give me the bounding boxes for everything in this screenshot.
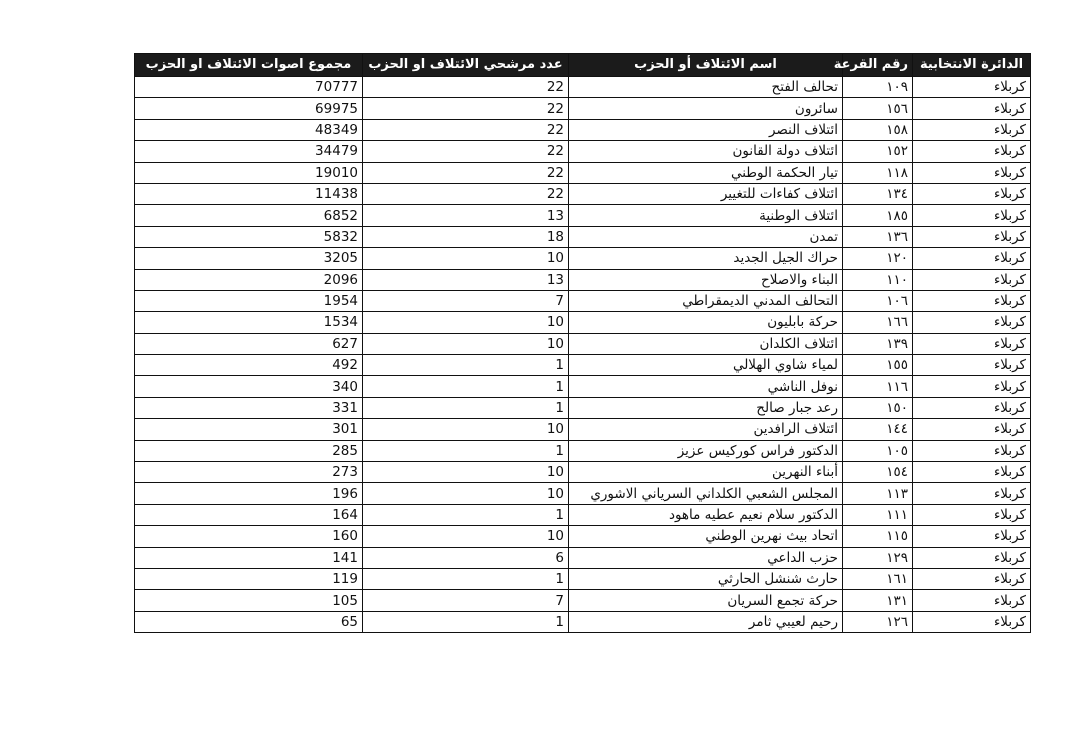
header-district: الدائرة الانتخابية xyxy=(913,54,1031,77)
district-cell: كربلاء xyxy=(913,547,1031,568)
coalition-name-cell: ائتلاف كفاءات للتغيير xyxy=(569,183,843,204)
votes-total-cell: 19010 xyxy=(135,162,363,183)
coalition-name-cell: ائتلاف دولة القانون xyxy=(569,141,843,162)
candidates-count-cell: 22 xyxy=(363,98,569,119)
coalition-name-cell: ائتلاف الكلدان xyxy=(569,333,843,354)
district-cell: كربلاء xyxy=(913,355,1031,376)
candidates-count-cell: 13 xyxy=(363,269,569,290)
district-cell: كربلاء xyxy=(913,397,1031,418)
district-cell: كربلاء xyxy=(913,269,1031,290)
district-cell: كربلاء xyxy=(913,440,1031,461)
votes-total-cell: 70777 xyxy=(135,77,363,98)
votes-total-cell: 105 xyxy=(135,590,363,611)
candidates-count-cell: 10 xyxy=(363,526,569,547)
table-row xyxy=(135,290,1031,311)
candidates-count-cell: 6 xyxy=(363,547,569,568)
lottery-number-cell: ١٥٨ xyxy=(843,119,913,140)
lottery-number-cell: ١١٣ xyxy=(843,483,913,504)
coalition-name-cell: التحالف المدني الديمقراطي xyxy=(569,290,843,311)
lottery-number-cell: ١٣١ xyxy=(843,590,913,611)
district-cell: كربلاء xyxy=(913,568,1031,589)
votes-total-cell: 273 xyxy=(135,462,363,483)
district-cell: كربلاء xyxy=(913,419,1031,440)
table-row xyxy=(135,397,1031,418)
lottery-number-cell: ١٥٤ xyxy=(843,462,913,483)
coalition-name-cell: حركة تجمع السريان xyxy=(569,590,843,611)
table-row xyxy=(135,590,1031,611)
table-row xyxy=(135,162,1031,183)
coalition-name-cell: لمياء شاوي الهلالي xyxy=(569,355,843,376)
table-row xyxy=(135,483,1031,504)
table-row xyxy=(135,77,1031,98)
table-row xyxy=(135,183,1031,204)
table-row xyxy=(135,333,1031,354)
coalition-name-cell: تمدن xyxy=(569,226,843,247)
lottery-number-cell: ١١٥ xyxy=(843,526,913,547)
lottery-number-cell: ١٢٩ xyxy=(843,547,913,568)
table-row xyxy=(135,611,1031,632)
header-votes: مجموع اصوات الائتلاف او الحزب xyxy=(135,54,363,77)
lottery-number-cell: ١٣٦ xyxy=(843,226,913,247)
candidates-count-cell: 7 xyxy=(363,290,569,311)
district-cell: كربلاء xyxy=(913,205,1031,226)
district-cell: كربلاء xyxy=(913,248,1031,269)
votes-total-cell: 11438 xyxy=(135,183,363,204)
votes-total-cell: 69975 xyxy=(135,98,363,119)
candidates-count-cell: 1 xyxy=(363,355,569,376)
table-row xyxy=(135,141,1031,162)
candidates-count-cell: 1 xyxy=(363,440,569,461)
lottery-number-cell: ١١١ xyxy=(843,504,913,525)
lottery-number-cell: ١٥٠ xyxy=(843,397,913,418)
candidates-count-cell: 10 xyxy=(363,462,569,483)
candidates-count-cell: 10 xyxy=(363,248,569,269)
coalition-name-cell: حارث شنشل الحارثي xyxy=(569,568,843,589)
coalition-name-cell: المجلس الشعبي الكلداني السرياني الاشوري xyxy=(569,483,843,504)
votes-total-cell: 331 xyxy=(135,397,363,418)
votes-total-cell: 3205 xyxy=(135,248,363,269)
votes-total-cell: 65 xyxy=(135,611,363,632)
candidates-count-cell: 22 xyxy=(363,141,569,162)
votes-total-cell: 1534 xyxy=(135,312,363,333)
coalition-name-cell: أبناء النهرين xyxy=(569,462,843,483)
header-row xyxy=(135,54,1031,77)
lottery-number-cell: ١٦٦ xyxy=(843,312,913,333)
votes-total-cell: 340 xyxy=(135,376,363,397)
lottery-number-cell: ١٥٦ xyxy=(843,98,913,119)
header-name: اسم الائتلاف أو الحزب xyxy=(569,54,843,77)
coalition-name-cell: حزب الداعي xyxy=(569,547,843,568)
district-cell: كربلاء xyxy=(913,376,1031,397)
district-cell: كربلاء xyxy=(913,333,1031,354)
candidates-count-cell: 10 xyxy=(363,419,569,440)
coalition-name-cell: البناء والاصلاح xyxy=(569,269,843,290)
lottery-number-cell: ١٨٥ xyxy=(843,205,913,226)
district-cell: كربلاء xyxy=(913,183,1031,204)
votes-total-cell: 5832 xyxy=(135,226,363,247)
coalition-name-cell: حركة بابليون xyxy=(569,312,843,333)
table-row xyxy=(135,462,1031,483)
table-row xyxy=(135,526,1031,547)
candidates-count-cell: 10 xyxy=(363,483,569,504)
table-row xyxy=(135,419,1031,440)
votes-total-cell: 160 xyxy=(135,526,363,547)
votes-total-cell: 627 xyxy=(135,333,363,354)
lottery-number-cell: ١٤٤ xyxy=(843,419,913,440)
votes-total-cell: 141 xyxy=(135,547,363,568)
table-row xyxy=(135,269,1031,290)
lottery-number-cell: ١٦١ xyxy=(843,568,913,589)
table-body xyxy=(135,77,1031,633)
candidates-count-cell: 22 xyxy=(363,183,569,204)
district-cell: كربلاء xyxy=(913,312,1031,333)
district-cell: كربلاء xyxy=(913,483,1031,504)
table-header xyxy=(135,54,1031,77)
lottery-number-cell: ١١٦ xyxy=(843,376,913,397)
coalition-name-cell: اتحاد بيث نهرين الوطني xyxy=(569,526,843,547)
lottery-number-cell: ١٥٢ xyxy=(843,141,913,162)
lottery-number-cell: ١٣٩ xyxy=(843,333,913,354)
candidates-count-cell: 7 xyxy=(363,590,569,611)
candidates-count-cell: 18 xyxy=(363,226,569,247)
votes-total-cell: 301 xyxy=(135,419,363,440)
lottery-number-cell: ١٥٥ xyxy=(843,355,913,376)
district-cell: كربلاء xyxy=(913,611,1031,632)
votes-total-cell: 48349 xyxy=(135,119,363,140)
district-cell: كربلاء xyxy=(913,77,1031,98)
district-cell: كربلاء xyxy=(913,526,1031,547)
table-row xyxy=(135,248,1031,269)
coalition-name-cell: رعد جبار صالح xyxy=(569,397,843,418)
candidates-count-cell: 13 xyxy=(363,205,569,226)
table-row xyxy=(135,504,1031,525)
candidates-count-cell: 10 xyxy=(363,333,569,354)
coalition-name-cell: حراك الجيل الجديد xyxy=(569,248,843,269)
coalition-name-cell: الدكتور سلام نعيم عطيه ماهود xyxy=(569,504,843,525)
lottery-number-cell: ١٢٠ xyxy=(843,248,913,269)
table-row xyxy=(135,98,1031,119)
lottery-number-cell: ١١٠ xyxy=(843,269,913,290)
coalition-name-cell: ائتلاف النصر xyxy=(569,119,843,140)
lottery-number-cell: ١٣٤ xyxy=(843,183,913,204)
table-row xyxy=(135,376,1031,397)
district-cell: كربلاء xyxy=(913,590,1031,611)
votes-total-cell: 2096 xyxy=(135,269,363,290)
candidates-count-cell: 22 xyxy=(363,119,569,140)
votes-total-cell: 285 xyxy=(135,440,363,461)
table-row xyxy=(135,568,1031,589)
candidates-count-cell: 1 xyxy=(363,504,569,525)
table-row xyxy=(135,440,1031,461)
candidates-count-cell: 10 xyxy=(363,312,569,333)
lottery-number-cell: ١١٨ xyxy=(843,162,913,183)
table-row xyxy=(135,119,1031,140)
coalition-name-cell: ائتلاف الرافدين xyxy=(569,419,843,440)
candidates-count-cell: 1 xyxy=(363,611,569,632)
coalition-name-cell: تحالف الفتح xyxy=(569,77,843,98)
table-row xyxy=(135,312,1031,333)
votes-total-cell: 492 xyxy=(135,355,363,376)
lottery-number-cell: ١٠٩ xyxy=(843,77,913,98)
lottery-number-cell: ١٢٦ xyxy=(843,611,913,632)
candidates-count-cell: 1 xyxy=(363,397,569,418)
votes-total-cell: 1954 xyxy=(135,290,363,311)
candidates-count-cell: 22 xyxy=(363,77,569,98)
coalition-name-cell: رحيم لعيبي ثامر xyxy=(569,611,843,632)
votes-total-cell: 34479 xyxy=(135,141,363,162)
votes-total-cell: 119 xyxy=(135,568,363,589)
district-cell: كربلاء xyxy=(913,98,1031,119)
lottery-number-cell: ١٠٦ xyxy=(843,290,913,311)
district-cell: كربلاء xyxy=(913,141,1031,162)
lottery-number-cell: ١٠٥ xyxy=(843,440,913,461)
coalition-name-cell: الدكتور فراس كوركيس عزيز xyxy=(569,440,843,461)
district-cell: كربلاء xyxy=(913,226,1031,247)
district-cell: كربلاء xyxy=(913,119,1031,140)
district-cell: كربلاء xyxy=(913,290,1031,311)
candidates-count-cell: 1 xyxy=(363,568,569,589)
table-row xyxy=(135,547,1031,568)
votes-total-cell: 164 xyxy=(135,504,363,525)
candidates-count-cell: 1 xyxy=(363,376,569,397)
votes-total-cell: 6852 xyxy=(135,205,363,226)
coalition-name-cell: سائرون xyxy=(569,98,843,119)
candidates-count-cell: 22 xyxy=(363,162,569,183)
coalition-name-cell: ائتلاف الوطنية xyxy=(569,205,843,226)
district-cell: كربلاء xyxy=(913,162,1031,183)
district-cell: كربلاء xyxy=(913,504,1031,525)
header-candidates: عدد مرشحي الائتلاف او الحزب xyxy=(363,54,569,77)
coalition-name-cell: نوفل الناشي xyxy=(569,376,843,397)
votes-total-cell: 196 xyxy=(135,483,363,504)
district-cell: كربلاء xyxy=(913,462,1031,483)
table-row xyxy=(135,355,1031,376)
coalition-name-cell: تيار الحكمة الوطني xyxy=(569,162,843,183)
results-table xyxy=(134,53,1031,633)
table-row xyxy=(135,205,1031,226)
header-number: رقم القرعة xyxy=(843,54,913,77)
table-row xyxy=(135,226,1031,247)
